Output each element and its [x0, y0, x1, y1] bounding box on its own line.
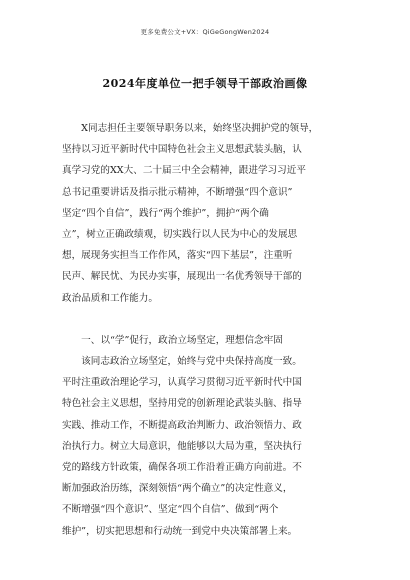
section-heading	[62, 330, 352, 351]
paragraph-line: 特色社会主义思想，坚持用党的创新理论武装头脑、指导	[62, 398, 302, 410]
paragraph-section1	[62, 351, 352, 542]
paragraph-line: 维护”，切实把思想和行动统一到党中央决策部署上来。	[62, 525, 298, 537]
document-title: 2024年度单位一把手领导干部政治画像	[102, 77, 308, 90]
section-heading-text: 一、以“学”促行，政治立场坚定，理想信念牢固	[62, 335, 283, 346]
paragraph-line: 民声、解民忧、为民办实事，展现出一名优秀领导干部的	[62, 271, 302, 283]
paragraph-line: 不断增强“四个意识”、坚定“四个自信”、做到“两个	[62, 504, 279, 516]
page-header: 更多免费公文+VX：QiGeGongWen2024	[140, 28, 270, 36]
paragraph-line: 平时注重政治理论学习，认真学习贯彻习近平新时代中国	[62, 377, 302, 389]
paragraph-line: 政治品质和工作能力。	[62, 292, 158, 304]
paragraph-line: 该同志政治立场坚定，始终与党中央保持高度一致。	[62, 356, 302, 367]
paragraph-line: 断加强政治历练，深刻领悟“两个确立”的决定性意义，	[62, 483, 293, 495]
paragraph-line: 想，展现务实担当工作作风，落实“四下基层”，注重听	[62, 250, 293, 262]
paragraph-line: 立”，树立正确政绩观，切实践行以人民为中心的发展思	[62, 228, 298, 240]
paragraph-line: 真学习党的XX大、二十届三中全会精神，跟进学习习近平	[62, 165, 306, 177]
paragraph-line: 坚持以习近平新时代中国特色社会主义思想武装头脑，认	[62, 144, 302, 156]
paragraph-line: X同志担任主要领导职务以来，始终坚决拥护党的领导，	[62, 123, 319, 134]
paragraph-intro	[62, 118, 352, 309]
paragraph-line: 坚定“四个自信”，践行“两个维护”，拥护“两个确	[62, 207, 269, 219]
paragraph-line: 治执行力。树立大局意识，他能够以大局为重，坚决执行	[62, 440, 302, 452]
paragraph-line: 党的路线方针政策，确保各项工作沿着正确方向前进。不	[62, 461, 302, 473]
paragraph-line: 总书记重要讲话及指示批示精神，不断增强“四个意识”	[62, 186, 293, 198]
paragraph-line: 实践、推动工作，不断提高政治判断力、政治领悟力、政	[62, 419, 302, 431]
